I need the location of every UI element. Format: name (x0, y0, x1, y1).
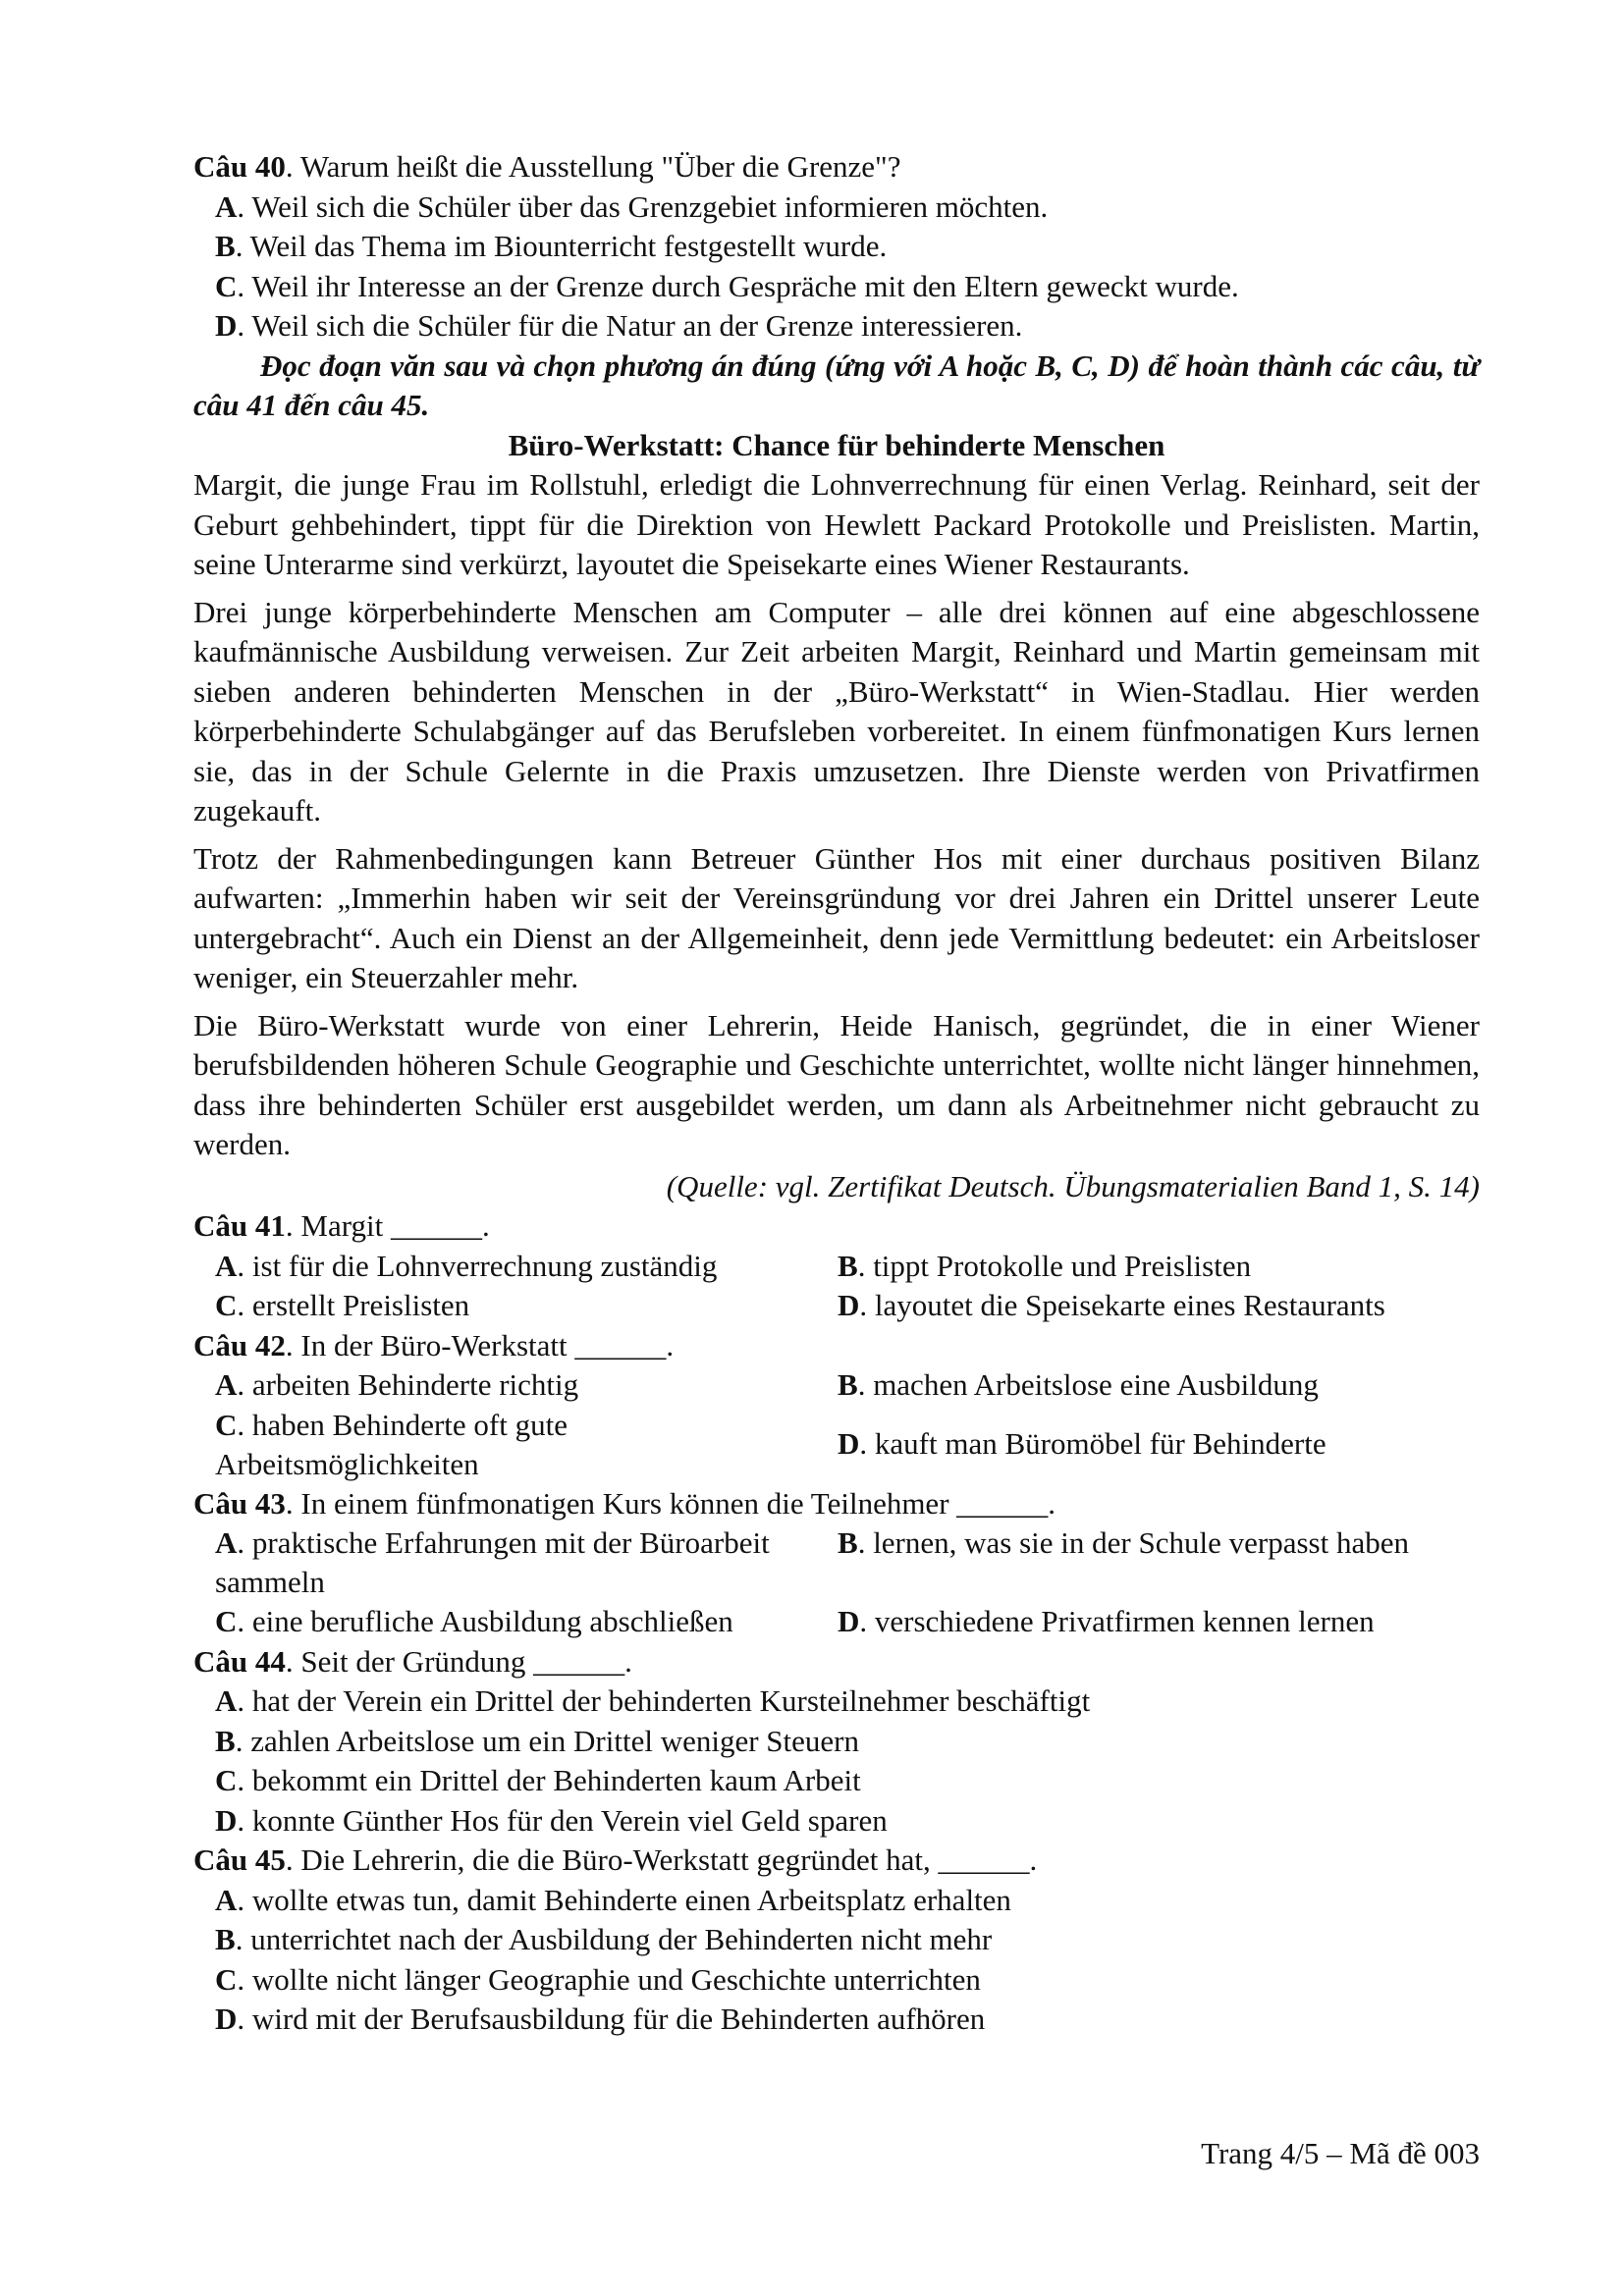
question-stem: Câu 42. In der Büro-Werkstatt ______. (193, 1327, 675, 1362)
option-d: D. Weil sich die Schüler für die Natur an der Grenze interessieren. (215, 308, 1023, 343)
option-b: B. lernen, was sie in der Schule verpasst haben (838, 1525, 1409, 1560)
option-b: B. Weil das Thema im Biounterricht festgestellt wurde. (215, 229, 888, 263)
question-45 (193, 1841, 1480, 2040)
question-42 (193, 1326, 1480, 1484)
option-d: D. layoutet die Speisekarte eines Restaurants (838, 1288, 1385, 1322)
option-c: C. haben Behinderte oft gute Arbeitsmöglichkeiten (215, 1407, 568, 1481)
option-c: C. eine berufliche Ausbildung abschließen (215, 1604, 733, 1638)
option-a: A. wollte etwas tun, damit Behinderte einen Arbeitsplatz erhalten (215, 1882, 1011, 1917)
question-number: Câu 42 (193, 1327, 286, 1362)
question-number: Câu 45 (193, 1842, 286, 1877)
passage-source: (Quelle: vgl. Zertifikat Deutsch. Übungsmaterialien Band 1, S. 14) (666, 1168, 1480, 1203)
passage-paragraph: Margit, die junge Frau im Rollstuhl, erledigt die Lohnverrechnung für einen Verlag. Reinhard, seit der Geburt gehbehindert, tippt für die Direktion von Hewlett Packard Protokolle und Preislisten. Martin, seine Unterarme sind verkürzt, layoutet die Speisekarte eines Wiener Restaurants. (193, 467, 1480, 581)
option-a: A. praktische Erfahrungen mit der Büroarbeit sammeln (215, 1525, 770, 1599)
option-b: B. tippt Protokolle und Preislisten (838, 1248, 1252, 1283)
question-44 (193, 1642, 1480, 1842)
option-a: A. Weil sich die Schüler über das Grenzgebiet informieren möchten. (215, 188, 1049, 224)
option-a: A. arbeiten Behinderte richtig (215, 1367, 579, 1402)
options-grid (193, 1365, 1480, 1484)
question-number: Câu 43 (193, 1485, 286, 1521)
question-number: Câu 44 (193, 1643, 286, 1679)
question-stem: Câu 44. Seit der Gründung ______. (193, 1643, 632, 1679)
passage-paragraph: Die Büro-Werkstatt wurde von einer Lehrerin, Heide Hanisch, gegründet, die in einer Wiener berufsbildenden höheren Schule Geographie und Geschichte unterrichtet, wollte nicht länger hinnehmen, dass ihre behinderten Schüler erst ausgebildet werden, um dann als Arbeitnehmer nicht gebraucht zu werden. (193, 1007, 1480, 1161)
passage-title: Büro-Werkstatt: Chance für behinderte Menschen (508, 427, 1165, 462)
passage-paragraph: Trotz der Rahmenbedingungen kann Betreuer Günther Hos mit einer durchaus positiven Bilanz aufwarten: „Immerhin haben wir seit der Vereinsgründung vor drei Jahren ein Drittel unserer Leute untergebracht“. Auch ein Dienst an der Allgemeinheit, denn jede Vermittlung bedeutet: ein Arbeitsloser weniger, ein Steuerzahler mehr. (193, 840, 1480, 994)
question-stem: Câu 40. Warum heißt die Ausstellung "Über die Grenze"? (193, 149, 901, 184)
option-c: C. Weil ihr Interesse an der Grenze durch Gespräche mit den Eltern geweckt wurde. (215, 268, 1239, 303)
question-43 (193, 1484, 1480, 1642)
options-grid (193, 1523, 1480, 1642)
option-c: C. erstellt Preislisten (215, 1288, 470, 1322)
option-c: C. bekommt ein Drittel der Behinderten kaum Arbeit (215, 1763, 861, 1797)
option-d: D. konnte Günther Hos für den Verein viel Geld sparen (215, 1802, 888, 1838)
instruction: Đọc đoạn văn sau và chọn phương án đúng (ứng với A hoặc B, C, D) để hoàn thành các câu, từ câu 41 đến câu 45. (193, 347, 1480, 422)
page-footer: Trang 4/5 – Mã đề 003 (1201, 2136, 1480, 2170)
option-a: A. hat der Verein ein Drittel der behinderten Kursteilnehmer beschäftigt (215, 1683, 1091, 1718)
question-stem: Câu 45. Die Lehrerin, die die Büro-Werkstatt gegründet hat, ______. (193, 1842, 1038, 1877)
question-stem: Câu 41. Margit ______. (193, 1208, 490, 1243)
option-c: C. wollte nicht länger Geographie und Geschichte unterrichten (215, 1961, 981, 1997)
option-b: B. zahlen Arbeitslose um ein Drittel weniger Steuern (215, 1723, 860, 1758)
question-40 (193, 147, 1480, 347)
question-number: Câu 40 (193, 149, 286, 184)
option-d: D. verschiedene Privatfirmen kennen lernen (838, 1604, 1375, 1638)
options-grid (193, 1247, 1480, 1326)
passage-paragraph: Drei junge körperbehinderte Menschen am Computer – alle drei können auf eine abgeschlossene kaufmännische Ausbildung verweisen. Zur Zeit arbeiten Margit, Reinhard und Martin gemeinsam mit sieben anderen behinderten Menschen in der „Büro-Werkstatt“ in Wien-Stadlau. Hier werden körperbehinderte Schulabgänger auf das Berufsleben vorbereitet. In einem fünfmonatigen Kurs lernen sie, das in der Schule Gelernte in die Praxis umzusetzen. Ihre Dienste werden von Privatfirmen zugekauft. (193, 594, 1480, 828)
option-a: A. ist für die Lohnverrechnung zuständig (215, 1248, 718, 1283)
option-b: B. machen Arbeitslose eine Ausbildung (838, 1367, 1319, 1402)
option-d: D. kauft man Büromöbel für Behinderte (838, 1426, 1326, 1462)
question-41 (193, 1206, 1480, 1326)
exam-page (193, 147, 1480, 2040)
question-number: Câu 41 (193, 1208, 286, 1243)
option-d: D. wird mit der Berufsausbildung für die Behinderten aufhören (215, 2002, 986, 2036)
option-b: B. unterrichtet nach der Ausbildung der Behinderten nicht mehr (215, 1922, 993, 1956)
question-stem: Câu 43. In einem fünfmonatigen Kurs können die Teilnehmer ______. (193, 1485, 1056, 1521)
